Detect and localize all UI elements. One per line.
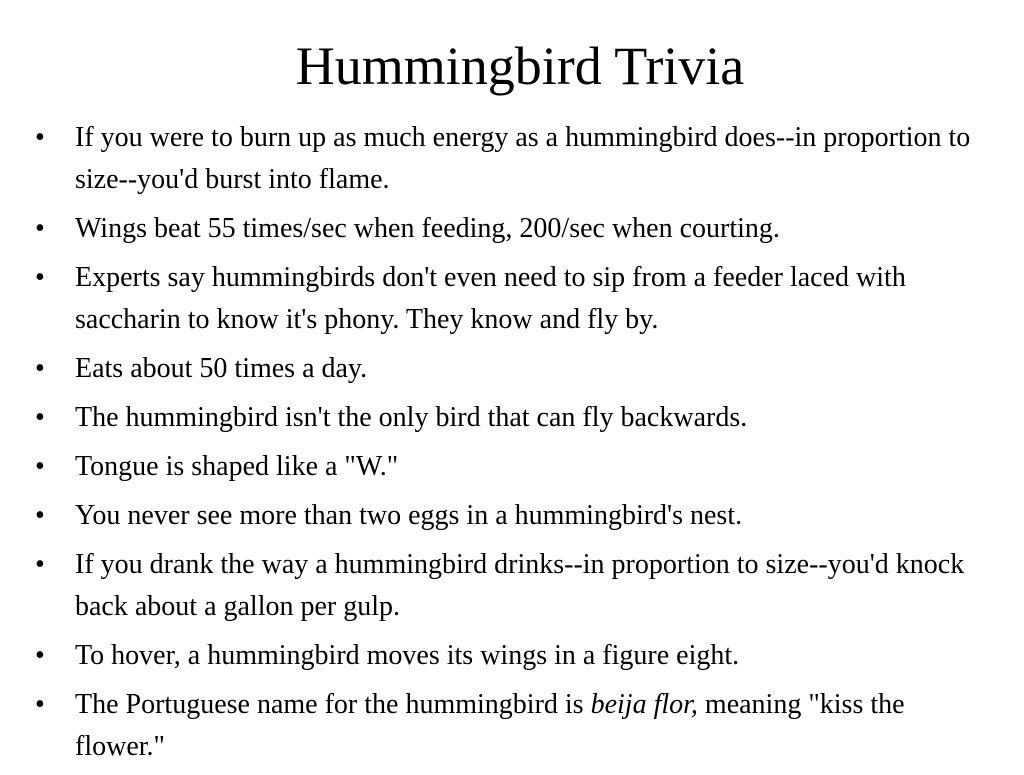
bullet-text	[75, 689, 905, 762]
bullet-dot-icon: •	[35, 213, 45, 244]
bullet-text: If you drank the way a hummingbird drinks--in proportion to size--you'd knock back about a gallon per gulp.	[75, 549, 965, 622]
bullet-item	[0, 208, 1024, 250]
bullet-text-after: meaning "kiss the flower."	[75, 689, 905, 762]
slide-title: Hummingbird Trivia	[295, 36, 745, 96]
bullet-text: Eats about 50 times a day.	[75, 353, 368, 384]
bullet-dot-icon: •	[35, 451, 45, 482]
bullet-text: Tongue is shaped like a "W."	[75, 451, 399, 482]
bullet-text: Wings beat 55 times/sec when feeding, 200/sec when courting.	[75, 213, 780, 244]
bullet-dot-icon: •	[35, 353, 45, 384]
portuguese-term: beija flor,	[590, 689, 698, 720]
bullet-item	[0, 635, 1024, 677]
bullet-dot-icon: •	[35, 689, 45, 720]
bullet-item	[0, 397, 1024, 439]
bullet-dot-icon: •	[35, 500, 45, 531]
bullet-item	[0, 117, 1024, 201]
bullet-text: If you were to burn up as much energy as a hummingbird does--in proportion to size--you'd burst into flame.	[75, 122, 971, 195]
bullet-dot-icon: •	[35, 402, 45, 433]
bullet-text: To hover, a hummingbird moves its wings in a figure eight.	[75, 640, 740, 671]
bullet-item	[0, 348, 1024, 390]
bullet-text-before: The Portuguese name for the hummingbird is	[75, 689, 591, 720]
bullet-text: Experts say hummingbirds don't even need to sip from a feeder laced with saccharin to know it's phony. They know and fly by.	[75, 262, 906, 335]
bullet-dot-icon: •	[35, 640, 45, 671]
trivia-bullet-list	[0, 117, 1024, 775]
bullet-item	[0, 495, 1024, 537]
bullet-item-portuguese-name	[0, 684, 1024, 768]
bullet-item	[0, 446, 1024, 488]
bullet-text: The hummingbird isn't the only bird that can fly backwards.	[75, 402, 748, 433]
bullet-dot-icon: •	[35, 262, 45, 293]
bullet-text: You never see more than two eggs in a hummingbird's nest.	[75, 500, 743, 531]
bullet-dot-icon: •	[35, 122, 45, 153]
bullet-item	[0, 257, 1024, 341]
bullet-item	[0, 544, 1024, 628]
bullet-dot-icon: •	[35, 549, 45, 580]
